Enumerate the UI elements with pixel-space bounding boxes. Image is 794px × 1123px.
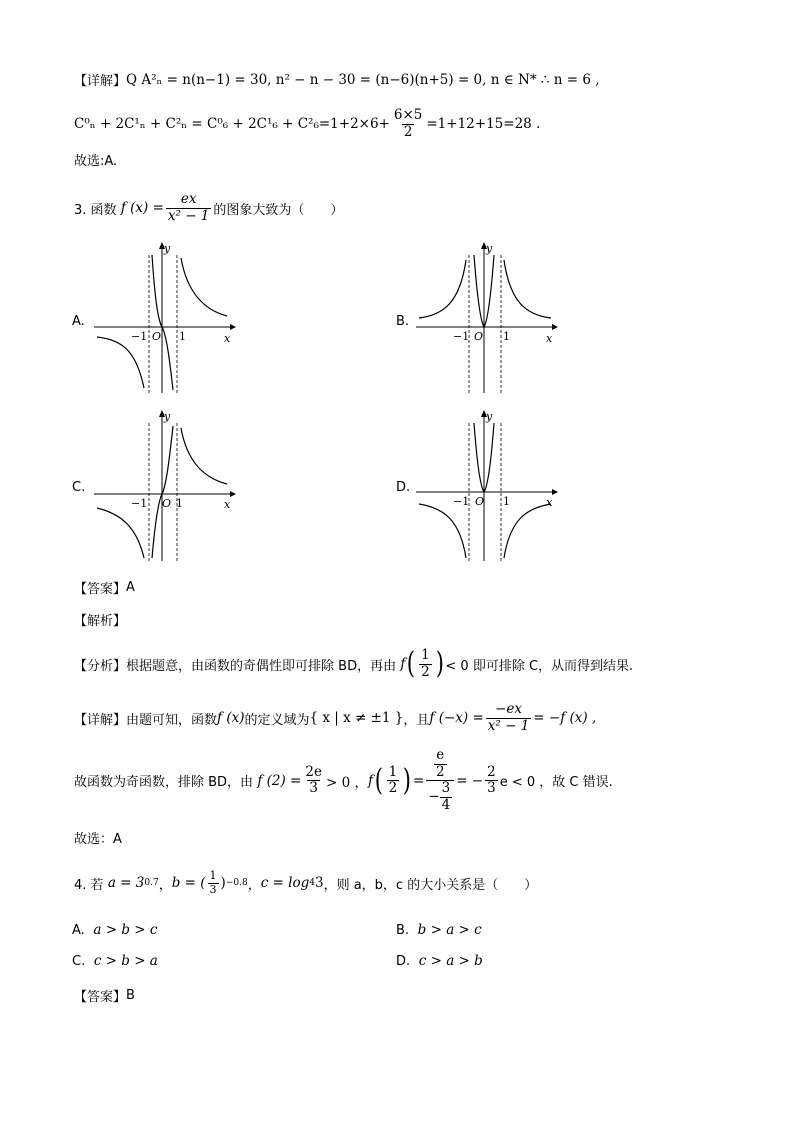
svg-text:y: y xyxy=(164,410,171,423)
option-b-label[interactable]: B. xyxy=(396,314,410,329)
y-axis-label: y xyxy=(164,242,171,255)
q3-detail-line2: 故函数为奇函数，排除 BD，由 f (2) = $\frac{2e}{3}$ > 0 ， f ( $\frac{1}{2}$ ) = $\frac{e}{2}$ − $\frac{3}{4}$ = − $\frac{2}{3}$ e < 0 ，故 C 错误. xyxy=(74,747,613,813)
function-fraction: $\frac{ex}{\text{x² − 1}}$ xyxy=(167,191,210,224)
svg-text:−1: −1 xyxy=(453,330,470,343)
detail-tag: 【详解】 xyxy=(74,74,127,89)
svg-text:x: x xyxy=(224,498,231,511)
q3-fenxi: 【分析】 根据题意，由函数的奇偶性即可排除 BD，再由 f ( $\frac{1}{2}$ ) < 0 即可排除 C，从而得到结果. xyxy=(74,646,634,682)
question-3-stem: 3. 函数 f (x) = $\frac{ex}{\text{x² − 1}}$ 的图象大致为（ ） xyxy=(74,191,344,224)
q3-analysis-tag: 【解析】 xyxy=(74,614,127,629)
prev-detail-line2 xyxy=(74,108,540,140)
q4-option-d[interactable]: D. c > a > b xyxy=(396,953,483,969)
q4-option-a[interactable]: A. a > b > c xyxy=(72,922,158,938)
svg-text:1: 1 xyxy=(503,330,510,343)
graph-a[interactable] xyxy=(92,240,237,395)
q3-answer: 【答案】 A xyxy=(74,580,135,597)
pos-one-label: 1 xyxy=(179,330,186,343)
svg-text:x: x xyxy=(546,496,553,509)
svg-text:1: 1 xyxy=(176,497,183,510)
svg-text:O: O xyxy=(162,497,172,510)
origin-label: O xyxy=(152,330,162,343)
q3-detail-line1: 【详解】 由题可知，函数 f (x) 的定义域为 { x | x ≠ ±1 } ，且 f (−x) = $\frac{-ex}{\text{x² − 1}}$ = −f (x) , xyxy=(74,701,597,734)
svg-text:x: x xyxy=(546,332,553,345)
combination-sum: C⁰ₙ + 2C¹ₙ + C²ₙ = C⁰₆ + 2C¹₆ + C²₆=1+2×6+ xyxy=(74,116,390,133)
permutation-equation: Q A²ₙ = n(n−1) = 30, n² − n − 30 = (n−6)(n+5) = 0, n ∈ N* ∴ n = 6 , xyxy=(126,71,600,88)
neg-one-label: −1 xyxy=(131,330,148,343)
x-axis-label: x xyxy=(224,332,231,345)
option-d-label[interactable]: D. xyxy=(396,480,411,495)
question-4-stem: 4. 若 a = 3 0.7 ， b = ( $\frac{1}{3}$ ) −0.8 ， c = log 4 3 ，则 a，b，c 的大小关系是（ ） xyxy=(74,869,538,896)
prev-choice: 故选:A. xyxy=(74,154,118,169)
prev-detail-line1 xyxy=(74,70,600,89)
combination-result: =1+12+15=28 . xyxy=(426,116,541,133)
compound-fraction: $\frac{e}{2}$ − $\frac{3}{4}$ xyxy=(426,748,454,813)
svg-text:−1: −1 xyxy=(131,497,148,510)
svg-text:O: O xyxy=(475,495,485,508)
option-a-label[interactable]: A. xyxy=(72,314,85,329)
svg-text:O: O xyxy=(474,330,484,343)
graph-b[interactable] xyxy=(414,240,559,395)
graph-c[interactable] xyxy=(92,408,237,563)
q3-choice: 故选：A xyxy=(74,832,122,847)
svg-text:y: y xyxy=(486,242,493,255)
svg-text:y: y xyxy=(486,410,493,423)
svg-text:−1: −1 xyxy=(453,495,470,508)
fraction: $\frac{6\times 5}{2}$ xyxy=(393,107,423,140)
svg-text:1: 1 xyxy=(503,495,510,508)
q4-option-b[interactable]: B. b > a > c xyxy=(396,922,482,938)
option-c-label[interactable]: C. xyxy=(72,480,86,495)
graph-d[interactable] xyxy=(414,408,559,563)
q4-answer: 【答案】 B xyxy=(74,988,135,1005)
q4-option-c[interactable]: C. c > b > a xyxy=(72,953,158,969)
